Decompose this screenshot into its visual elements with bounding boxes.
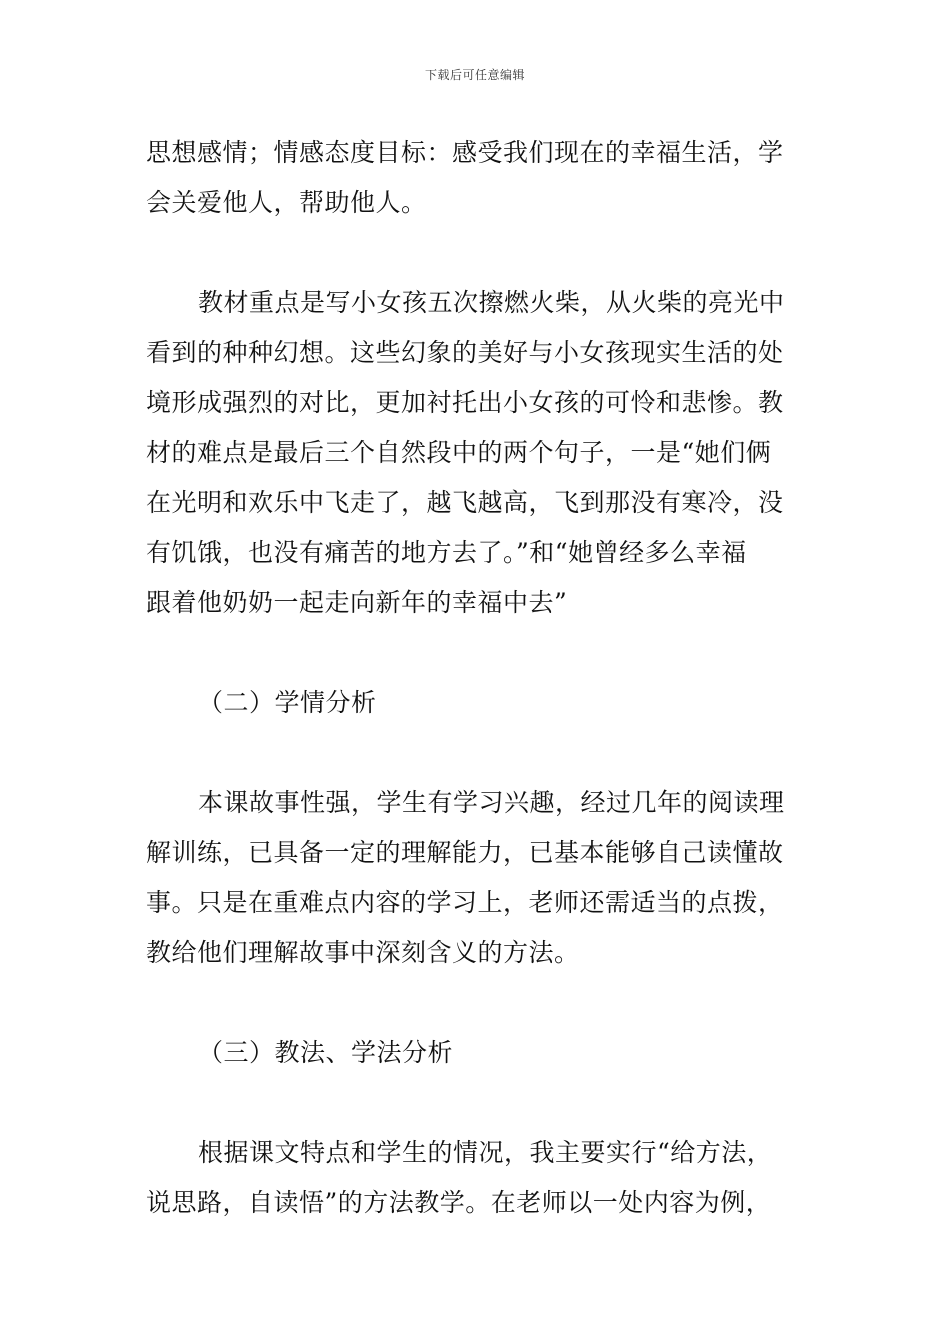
text-line: 境形成强烈的对比，更加衬托出小女孩的可怜和悲惨。教 — [146, 388, 784, 417]
section-heading: （二）学情分析 — [198, 688, 377, 717]
text-line: 解训练，已具备一定的理解能力，已基本能够自己读懂故 — [146, 838, 784, 867]
text-line: 教材重点是写小女孩五次擦燃火柴，从火柴的亮光中 — [198, 288, 785, 317]
document-body — [146, 128, 806, 1228]
text-line: 材的难点是最后三个自然段中的两个句子，一是“她们俩 — [146, 438, 772, 467]
text-line: 本课故事性强，学生有学习兴趣，经过几年的阅读理 — [198, 788, 785, 817]
text-line: 有饥饿，也没有痛苦的地方去了。”和“她曾经多么幸福 — [146, 538, 747, 567]
text-line: 会关爱他人，帮助他人。 — [146, 188, 427, 217]
text-line: 看到的种种幻想。这些幻象的美好与小女孩现实生活的处 — [146, 338, 784, 367]
paragraph-teaching-methods — [146, 1128, 806, 1228]
text-line: 在光明和欢乐中飞走了，越飞越高，飞到那没有寒冷，没 — [146, 488, 784, 517]
section-heading: （三）教法、学法分析 — [198, 1038, 454, 1067]
section-heading-teaching-methods — [146, 1028, 806, 1078]
paragraph-goals — [146, 128, 806, 228]
text-line: 跟着他奶奶一起走向新年的幸福中去” — [146, 588, 568, 617]
paragraph-learning-analysis — [146, 778, 806, 978]
text-line: 说思路，自读悟”的方法教学。在老师以一处内容为例， — [146, 1188, 772, 1217]
text-line: 教给他们理解故事中深刻含义的方法。 — [146, 938, 580, 967]
text-line: 事。只是在重难点内容的学习上，老师还需适当的点拨， — [146, 888, 784, 917]
text-line: 根据课文特点和学生的情况，我主要实行“给方法， — [198, 1138, 773, 1167]
page-header: 下载后可任意编辑 — [424, 68, 525, 82]
text-line: 思想感情；情感态度目标：感受我们现在的幸福生活，学 — [146, 138, 784, 167]
section-heading-learning-analysis — [146, 678, 806, 728]
paragraph-key-points — [146, 278, 806, 628]
